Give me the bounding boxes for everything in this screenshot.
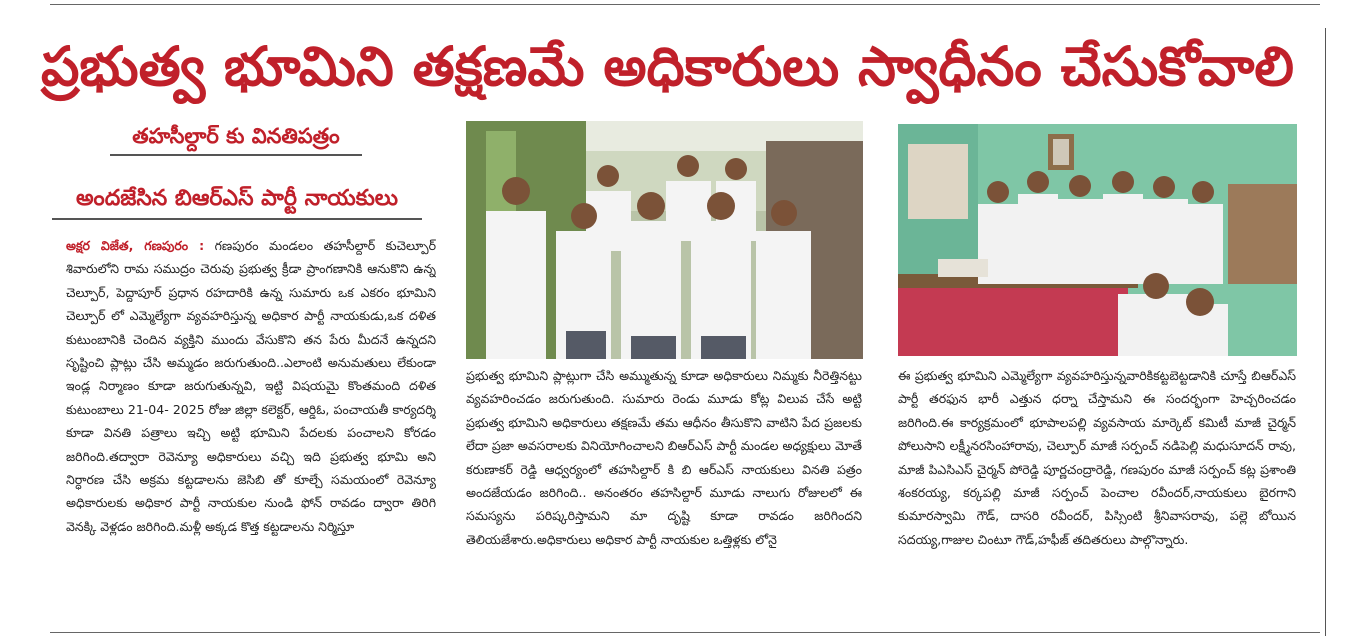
article-column-1 xyxy=(66,234,436,614)
office-photo-illustration xyxy=(898,124,1297,356)
top-rule xyxy=(50,4,1320,5)
article-column-2: ప్రభుత్వ భూమిని ప్లాట్లుగా చేసి అమ్ముతున్న కూడా అధికారులు నిమ్మకు నీరెత్తినట్టు వ్యవహరించడం జరుగుతుంది. సుమారు రెండు మూడు కోట్ల విలువ చేసే అట్టి ప్రభుత్వ భూమిని అధికారులు తక్షణమే తమ ఆధీనం తీసుకొని వాటిని పేద ప్రజలకు లేదా ప్రజా అవసరాలకు వినియోగించాలని బిఆర్ఎస్ పార్టీ మండల అధ్యక్షులు మోతే కరుణాకర్ రెడ్డి ఆధ్వర్యంలో తహసిల్దార్ కి బి ఆర్ఎస్ నాయకులు వినతి పత్రం అందజేయడం జరిగింది.. అనంతరం తహసిల్దార్ మూడు నాలుగు రోజులలో ఈ సమస్యను పరిష్కరిస్తామని మా దృష్టి కూడా రావడం జరిగిందని తెలియజేశారు.అధికారులు అధికార పార్టీ నాయకుల ఒత్తిళ్లకు లోనై xyxy=(466,368,862,547)
office-photo xyxy=(898,124,1297,356)
subheading-petition: తహసీల్దార్ కు వినతిపత్రం xyxy=(110,118,362,156)
article-column-3: ఈ ప్రభుత్వ భూమిని ఎమ్మెల్యేగా వ్యవహరిస్తున్నవారికికట్టబెట్టడానికి చూస్తే బిఆర్ఎస్ పార్టీ తరఫున భారీ ఎత్తున ధర్నా చేస్తామని ఈ సందర్భంగా హెచ్చరించడం జరిగింది.ఈ కార్యక్రమంలో భూపాలపల్లి వ్యవసాయ మార్కెట్ కమిటీ మాజీ చైర్మన్ పోలుసాని లక్ష్మీనరసింహారావు, చెల్పూర్ మాజీ సర్పంచ్ నడిపెల్లి మధుసూదన్ రావు, మాజీ పిఎసిఎస్ చైర్మన్ పోరెడ్డి పూర్ణచంద్రారెడ్డి, గణపురం మాజీ సర్పంచ్ కట్ల ప్రశాంతి శంకరయ్య, కర్కపల్లి మాజీ సర్పంచ్ పెంచాల రవీందర్,నాయకులు బైరగాని కుమారస్వామి గౌడ్, దాసరి రవీందర్, పిస్సింటి శ్రీనివాసరావు, పల్లె బోయిన సదయ్య,గాజుల చింటూ గౌడ్,హఫీజ్ తదితరులు పాల్గొన్నారు. xyxy=(898,368,1296,547)
page-headline: ప్రభుత్వ భూమిని తక్షణమే అధికారులు స్వాధీనం చేసుకోవాలి xyxy=(41,35,1294,98)
group-photo xyxy=(466,121,863,359)
bottom-rule xyxy=(50,632,1320,633)
subheading-brs-leaders: అందజేసిన బిఆర్ఎస్ పార్టీ నాయకులు xyxy=(52,180,422,220)
article-byline: అక్షర విజేత, గణపురం : xyxy=(66,238,205,253)
article-column-1-text: గణపురం మండలం తహసీల్దార్ కుచెల్పూర్ శివారులోని రామ సముద్రం చెరువు ప్రభుత్వ క్రీడా ప్రాంగణానికి ఆనుకొని ఉన్న చెల్పూర్, పెద్దాపూర్ ప్రధాన రహదారికి ఉన్న సుమారు ఒక ఎకరం భూమిని చెల్పూర్ లో ఎమ్మెల్యేగా వ్యవహరిస్తున్న అధికార పార్టీ నాయకుడు,ఒక దళిత కుటుంబానికి చెందిన వ్యక్తిని ముందు వేసుకొని తన పేరు మీదనే ఉన్నదని సృష్టించి ప్లాట్లు చేసి అమ్మడం జరుగుతుంది..ఎలాంటి అనుమతులు లేకుండా ఇండ్ల నిర్మాణం కూడా జరుగుతున్నవి, ఇట్టి విషయమై కొంతమంది దళిత కుటుంబాలు 21-04- 2025 రోజు జిల్లా కలెక్టర్, ఆర్డిఓ, పంచాయతీ కార్యదర్శి కూడా వినతి పత్రాలు ఇచ్చి అట్టి భూమిని పేదలకు పంచాలని కోరడం జరిగింది.తద్వారా రెవెన్యూ అధికారులు వచ్చి ఇది ప్రభుత్వ భూమి అని నిర్ధారణ చేసి అక్రమ కట్టడాలను జెసిబి తో కూల్చే సమయంలో రెవెన్యూ అధికారులకు అధికార పార్టీ నాయకుల నుండి ఫోన్ రావడం ద్వారా తిరిగి వెనక్కి వెళ్లడం జరిగింది.మళ్లీ అక్కడ కొత్త కట్టడాలను నిర్మిస్తూ xyxy=(66,238,436,534)
right-border-line xyxy=(1325,28,1326,636)
group-photo-illustration xyxy=(466,121,863,359)
